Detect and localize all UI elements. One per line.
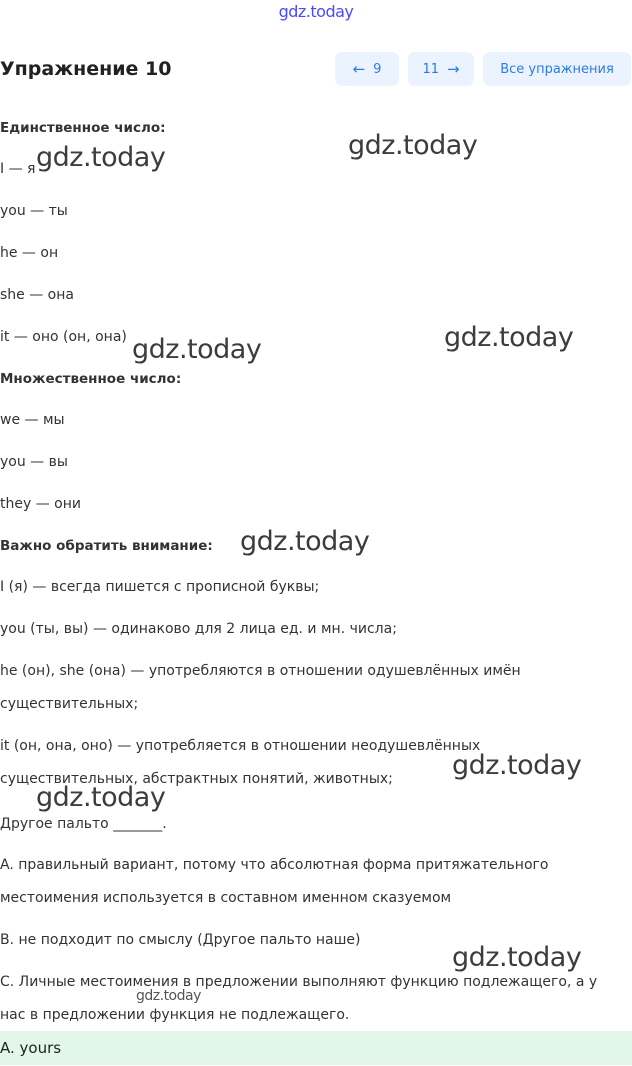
exercise-header [0,52,632,88]
text-line: they — они [0,496,81,512]
text-line: she — она [0,287,74,303]
watermark: gdz.today [240,526,370,557]
text-line: B. не подходит по смыслу (Другое пальто наше) [0,932,361,948]
text-line: we — мы [0,412,65,428]
question-line: Другое пальто _______. [0,816,167,832]
watermark: gdz.today [452,942,582,973]
next-exercise-button[interactable] [408,52,474,86]
text-line: C. Личные местоимения в предложении выполняют функцию подлежащего, а у [0,974,598,990]
watermark: gdz.today [132,334,262,365]
site-logo[interactable]: gdz.today [278,2,354,21]
attention-heading: Важно обратить внимание: [0,538,213,554]
text-line: you (ты, вы) — одинаково для 2 лица ед. и мн. числа; [0,621,397,637]
text-line: it — оно (он, она) [0,329,127,345]
text-line: нас в предложении функция не подлежащего. [0,1007,350,1023]
all-exercises-button[interactable] [483,52,631,86]
text-line: существительных; [0,696,139,712]
singular-heading: Единственное число: [0,120,166,136]
text-line: A. правильный вариант, потому что абсолютная форма притяжательного [0,857,549,873]
all-exercises-label: Все упражнения [500,61,614,77]
text-line: существительных, абстрактных понятий, животных; [0,771,393,787]
watermark: gdz.today [348,130,478,161]
text-line: местоимения используется в составном именном сказуемом [0,890,452,906]
text-line: I — я [0,161,36,177]
watermark: gdz.today [36,142,166,173]
arrow-left-icon: ← [352,60,366,78]
text-line: he — он [0,245,59,261]
watermark: gdz.today [452,750,582,781]
plural-heading: Множественное число: [0,371,182,387]
prev-exercise-label: 9 [373,61,382,77]
arrow-right-icon: → [446,60,460,78]
watermark: gdz.today [136,988,201,1004]
text-line: it (он, она, оно) — употребляется в отношении неодушевлённых [0,738,481,754]
answer-bar [0,1031,632,1065]
text-line: he (он), she (она) — употребляются в отношении одушевлённых имён [0,663,521,679]
prev-exercise-button[interactable] [335,52,399,86]
answer-text: A. yours [0,1039,62,1057]
page-title: Упражнение 10 [0,58,172,80]
text-line: I (я) — всегда пишется с прописной буквы; [0,579,320,595]
text-line: you — ты [0,203,68,219]
watermark: gdz.today [36,782,166,813]
text-line: you — вы [0,454,68,470]
next-exercise-label: 11 [422,61,439,77]
watermark: gdz.today [444,322,574,353]
